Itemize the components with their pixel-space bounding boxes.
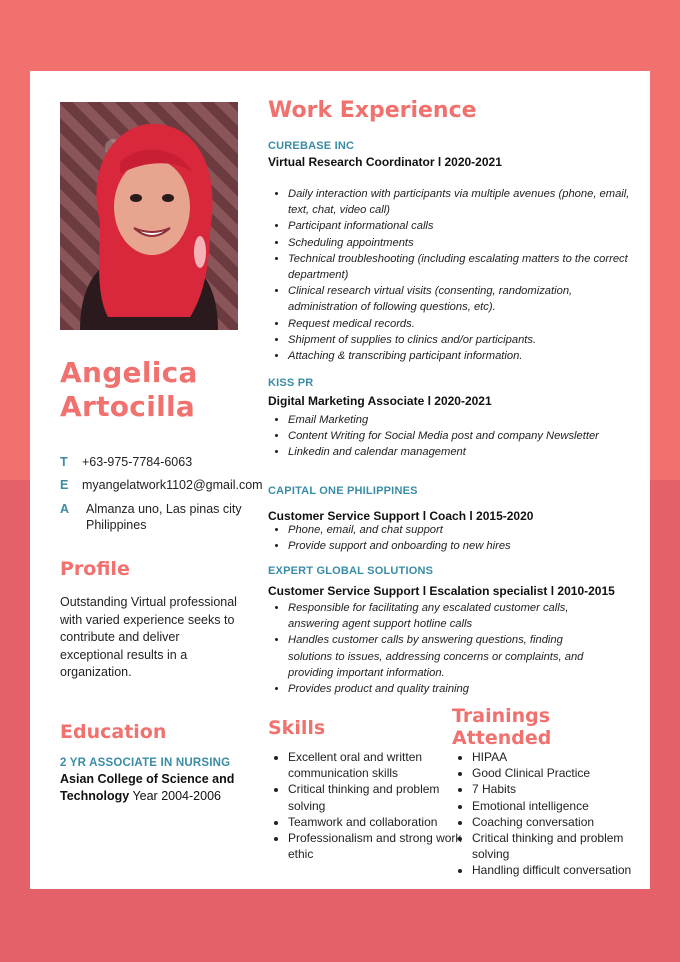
profile-heading: Profile — [60, 558, 130, 580]
first-name: Angelica — [60, 356, 198, 389]
address-key: A — [60, 502, 70, 516]
education-school-line — [60, 771, 250, 805]
person-portrait-icon — [60, 102, 238, 330]
list-item: • Shipment of supplies to clinics and/or participants. — [288, 332, 640, 348]
list-item: • Teamwork and collaboration — [288, 814, 468, 830]
education-school: Asian College of Science and Technology — [60, 772, 235, 803]
list-item: • Provide support and onboarding to new hires — [288, 538, 640, 554]
profile-photo — [60, 102, 238, 330]
contact-phone — [60, 454, 192, 470]
profile-text: Outstanding Virtual professional with varied experience seeks to contribute and deliver exceptional results in a organization. — [60, 595, 237, 679]
list-item: • Provides product and quality training — [288, 681, 588, 697]
education-degree: 2 YR ASSOCIATE IN NURSING — [60, 757, 231, 769]
job-bullets — [268, 522, 640, 554]
list-item: • Scheduling appointments — [288, 235, 640, 251]
phone-key: T — [60, 455, 68, 469]
full-name — [60, 356, 198, 424]
job-bullets — [268, 186, 640, 364]
job-role: Customer Service Support l Escalation specialist l 2010-2015 — [268, 584, 615, 598]
last-name: Artocilla — [60, 390, 196, 423]
list-item: • Phone, email, and chat support — [288, 522, 640, 538]
contact-email — [60, 477, 263, 493]
trainings-heading: Trainings Attended — [452, 705, 552, 749]
list-item: • HIPAA — [472, 749, 662, 765]
skills-heading: Skills — [268, 717, 326, 739]
education-years: Year 2004-2006 — [129, 789, 221, 803]
list-item: • Technical troubleshooting (including escalating matters to the correct department) — [288, 251, 640, 283]
contact-address — [60, 501, 260, 533]
job-bullets — [268, 412, 640, 461]
list-item: • Excellent oral and written communication skills — [288, 749, 468, 781]
job-role: Virtual Research Coordinator l 2020-2021 — [268, 155, 502, 169]
list-item: • Emotional intelligence — [472, 798, 662, 814]
list-item: • Professionalism and strong work ethic — [288, 830, 468, 862]
education-heading: Education — [60, 721, 167, 743]
list-item: • Handling difficult conversation — [472, 862, 662, 878]
skills-list — [268, 749, 468, 862]
list-item: • Good Clinical Practice — [472, 765, 662, 781]
list-item: • Participant informational calls — [288, 218, 640, 234]
email-value[interactable]: myangelatwork1102@gmail.com — [82, 478, 263, 492]
job-company: CAPITAL ONE PHILIPPINES — [268, 485, 418, 497]
list-item: • Handles customer calls by answering questions, finding solutions to issues, addressing concerns or complaints, and providing important information. — [288, 632, 588, 681]
list-item: • Daily interaction with participants via multiple avenues (phone, email, text, chat, video call) — [288, 186, 640, 218]
address-value: Almanza uno, Las pinas city Philippines — [86, 502, 242, 532]
job-company: EXPERT GLOBAL SOLUTIONS — [268, 565, 434, 577]
list-item: • Coaching conversation — [472, 814, 662, 830]
job-company: CUREBASE INC — [268, 140, 355, 152]
list-item: • Content Writing for Social Media post and company Newsletter — [288, 428, 640, 444]
email-key: E — [60, 478, 69, 492]
list-item: • 7 Habits — [472, 781, 662, 797]
list-item: • Request medical records. — [288, 316, 640, 332]
trainings-list — [452, 749, 662, 879]
list-item: • Critical thinking and problem solving — [288, 781, 468, 813]
list-item: • Attaching & transcribing participant information. — [288, 348, 640, 364]
job-role: Customer Service Support l Coach l 2015-2020 — [268, 509, 534, 523]
list-item: • Linkedin and calendar management — [288, 444, 640, 460]
work-experience-heading: Work Experience — [268, 98, 477, 123]
list-item: • Email Marketing — [288, 412, 640, 428]
list-item: • Clinical research virtual visits (consenting, randomization, administration of following questions, etc). — [288, 283, 640, 315]
phone-value[interactable]: +63-975-7784-6063 — [82, 455, 193, 469]
list-item: • Responsible for facilitating any escalated customer calls, answering agent support hotline calls — [288, 600, 588, 632]
list-item: • Critical thinking and problem solving — [472, 830, 662, 862]
job-bullets — [268, 600, 588, 697]
job-company: KISS PR — [268, 377, 314, 389]
job-role: Digital Marketing Associate l 2020-2021 — [268, 394, 492, 408]
